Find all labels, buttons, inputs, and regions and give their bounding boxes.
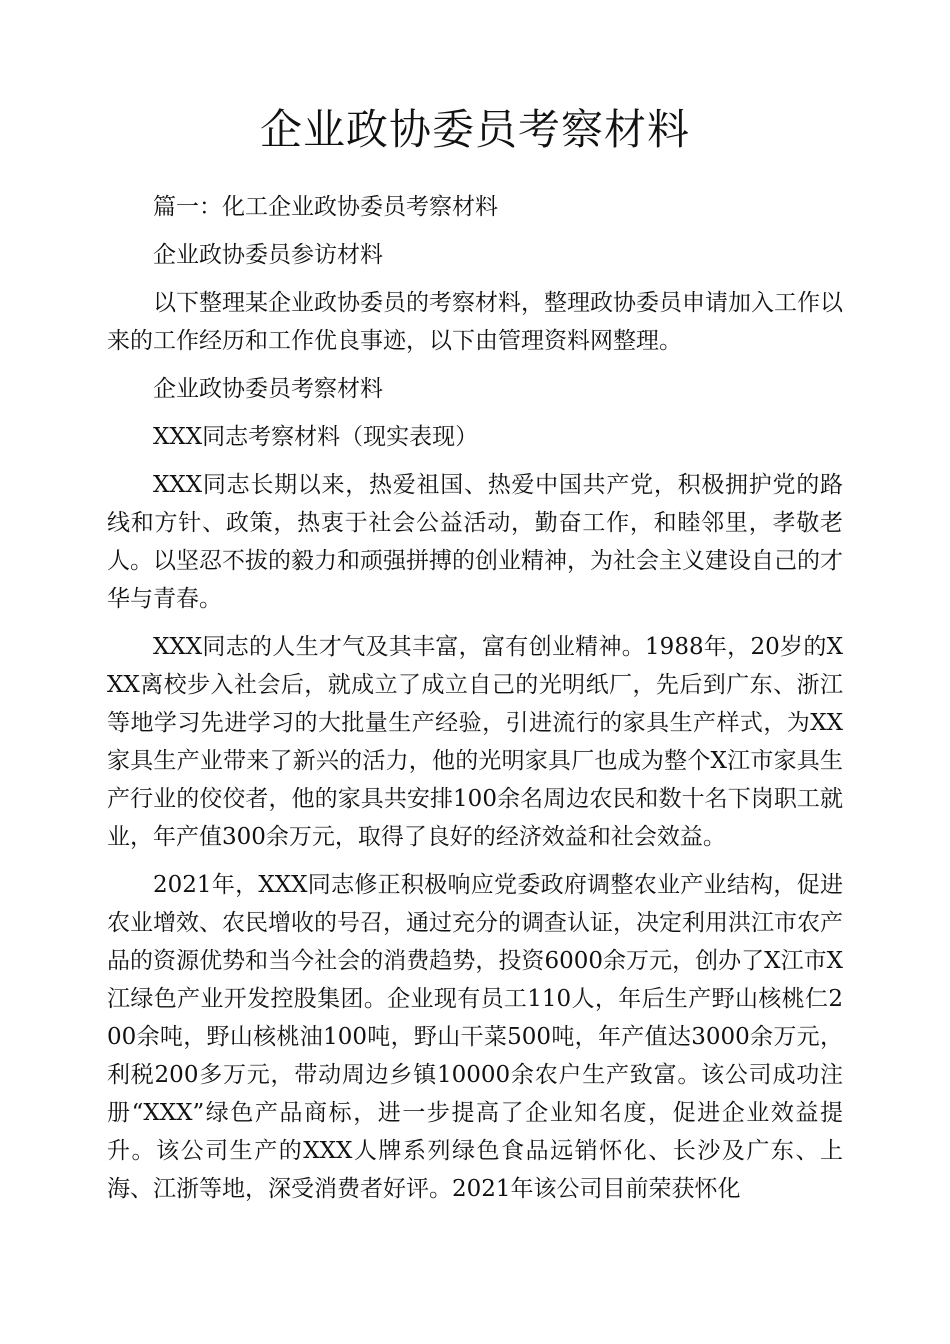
- paragraph-material-heading: 企业政协委员考察材料: [153, 376, 383, 402]
- document-body: [107, 188, 843, 1208]
- paragraph-subheading: 企业政协委员参访材料: [153, 242, 383, 268]
- paragraph-section-heading: 篇一：化工企业政协委员考察材料: [153, 194, 498, 220]
- paragraph-intro: 以下整理某企业政协委员的考察材料，整理政协委员申请加入工作以来的工作经历和工作优良事迹，以下由管理资料网整理。: [107, 290, 843, 354]
- paragraph-performance-heading: XXX同志考察材料（现实表现）: [153, 424, 479, 450]
- paragraph-body: XXX同志长期以来，热爱祖国、热爱中国共产党，积极拥护党的路线和方针、政策，热衷于社会公益活动，勤奋工作，和睦邻里，孝敬老人。以坚忍不拔的毅力和顽强拼搏的创业精神，为社会主义建设自己的才华与青春。: [107, 472, 843, 612]
- paragraph-body: XXX同志的人生才气及其丰富，富有创业精神。1988年，20岁的XXX离校步入社会后，就成立了成立自己的光明纸厂，先后到广东、浙江等地学习先进学习的大批量生产经验，引进流行的家具生产样式，为XX家具生产业带来了新兴的活力，他的光明家具厂也成为整个X江市家具生产行业的佼佼者，他的家具共安排100余名周边农民和数十名下岗职工就业，年产值300余万元，取得了良好的经济效益和社会效益。: [107, 634, 843, 850]
- document-title: 企业政协委员考察材料: [259, 105, 690, 154]
- paragraph-body: 2021年，XXX同志修正积极响应党委政府调整农业产业结构，促进农业增效、农民增收的号召，通过充分的调查认证，决定利用洪江市农产品的资源优势和当今社会的消费趋势，投资6000余万元，创办了X江市X江绿色产业开发控股集团。企业现有员工110人，年后生产野山核桃仁200余吨，野山核桃油100吨，野山干菜500吨，年产值达3000余万元，利税200多万元，带动周边乡镇10000余农户生产致富。该公司成功注册“XXX”绿色产品商标，进一步提高了企业知名度，促进企业效益提升。该公司生产的XXX人牌系列绿色食品远销怀化、长沙及广东、上海、江浙等地，深受消费者好评。2021年该公司目前荣获怀化: [107, 872, 843, 1202]
